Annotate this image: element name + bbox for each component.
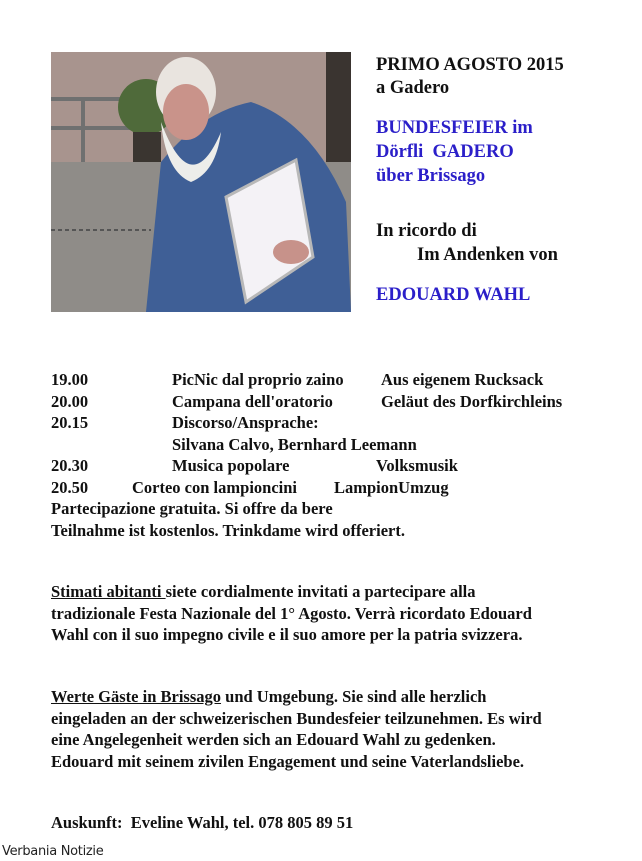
- schedule-time: 20.00: [51, 391, 89, 411]
- schedule-time: 20.15: [51, 413, 89, 432]
- schedule-item-it: Musica popolare: [172, 456, 290, 475]
- invitation-de-line1: und Umgebung. Sie sind alle herzlich: [221, 687, 487, 706]
- invitation-it: [51, 581, 631, 646]
- event-location: a Gadero: [376, 78, 450, 98]
- invitation-de-line3: eine Angelegenheit werden sich an Edouard Wahl zu gedenken.: [51, 730, 496, 749]
- schedule-item-it: Campana dell'oratorio: [172, 391, 333, 411]
- invitation-it-lead: Stimati abitanti: [51, 582, 166, 601]
- portrait-icon: [51, 52, 351, 312]
- invitation-de-lead: Werte Gäste in Brissago: [51, 687, 222, 706]
- invitation-it-line2: tradizionale Festa Nazionale del 1° Agosto. Verrà ricordato Edouard: [51, 603, 532, 623]
- memory-label-de: Im Andenken von: [417, 245, 558, 265]
- honoree-name: EDOUARD WAHL: [376, 285, 531, 305]
- schedule-item-it: Corteo con lampioncini: [132, 477, 297, 497]
- schedule-item-de: Aus eigenem Rucksack: [381, 370, 544, 389]
- memory-label-it: In ricordo di: [376, 221, 477, 241]
- note-it-text: Partecipazione gratuita. Si offre da bere: [51, 499, 333, 518]
- schedule-item-it: Discorso/Ansprache:: [172, 413, 319, 432]
- invitation-de-line2: eingeladen an der schweizerischen Bundesfeier teilzunehmen. Es wird: [51, 708, 542, 728]
- schedule-time: 20.50: [51, 477, 89, 497]
- schedule-item-de: Volksmusik: [376, 456, 458, 475]
- invitation-de-line4: Edouard mit seinem zivilen Engagement und seine Vaterlandsliebe.: [51, 751, 525, 771]
- schedule-speakers: Silvana Calvo, Bernhard Leemann: [172, 434, 417, 454]
- invitation-it-line1: siete cordialmente invitati a partecipare alla: [165, 582, 476, 601]
- schedule-time: 19.00: [51, 370, 89, 389]
- note-de-text: Teilnahme ist kostenlos. Trinkdame wird offeriert.: [51, 520, 405, 540]
- schedule-item-de: Geläut des Dorfkirchleins: [381, 391, 563, 411]
- event-title: PRIMO AGOSTO 2015: [376, 55, 564, 75]
- event-subtitle-line3: über Brissago: [376, 166, 486, 186]
- schedule-item-de: LampionUmzug: [334, 477, 449, 497]
- portrait-photo: [51, 52, 351, 312]
- invitation-de: [51, 686, 631, 772]
- schedule-item-it: PicNic dal proprio zaino: [172, 370, 344, 389]
- contact-info: Auskunft: Eveline Wahl, tel. 078 805 89 51: [51, 813, 354, 832]
- schedule-time: 20.30: [51, 456, 89, 475]
- event-subtitle-line1: BUNDESFEIER im: [376, 118, 533, 138]
- source-watermark: Verbania Notizie: [2, 844, 104, 859]
- invitation-it-line3: Wahl con il suo impegno civile e il suo amore per la patria svizzera.: [51, 625, 523, 644]
- event-subtitle-line2: Dörfli GADERO: [376, 142, 514, 162]
